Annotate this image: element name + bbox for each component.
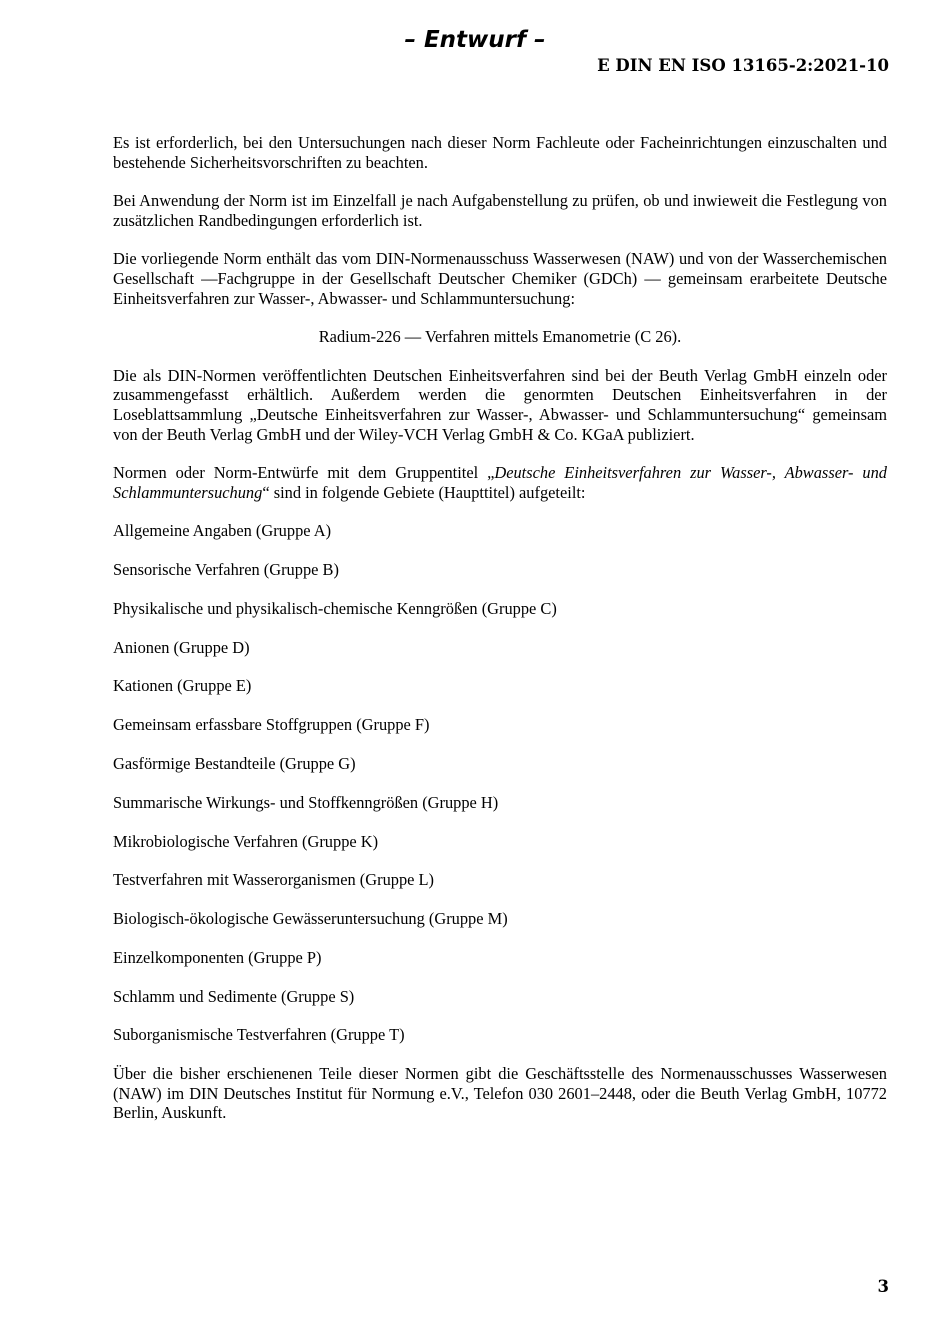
paragraph-application-note: Bei Anwendung der Norm ist im Einzelfall je nach Aufgabenstellung zu prüfen, ob und inwieweit die Festlegung von zusätzlichen Randbedingungen erforderlich ist.	[113, 191, 887, 230]
group-title-intro-start: Normen oder Norm-Entwürfe mit dem Gruppentitel „	[113, 463, 495, 483]
group-item-g: Gasförmige Bestandteile (Gruppe G)	[113, 754, 356, 773]
group-item-f: Gemeinsam erfassbare Stoffgruppen (Gruppe F)	[113, 715, 430, 735]
group-item-t: Suborganismische Testverfahren (Gruppe T)	[113, 1025, 405, 1045]
group-title-intro-end: “ sind in folgende Gebiete (Haupttitel) aufgeteilt:	[262, 482, 586, 502]
group-item-m: Biologisch-ökologische Gewässeruntersuchung (Gruppe M)	[113, 909, 508, 929]
document-body	[113, 133, 887, 1142]
page-number: 3	[877, 1277, 889, 1296]
group-item-k: Mikrobiologische Verfahren (Gruppe K)	[113, 831, 379, 851]
paragraph-group-title-intro	[113, 463, 887, 502]
draft-label: – Entwurf –	[404, 27, 546, 53]
group-item-b: Sensorische Verfahren (Gruppe B)	[113, 560, 339, 580]
document-id: E DIN EN ISO 13165-2:2021-10	[597, 56, 889, 75]
group-title-italic: Deutsche Einheitsverfahren zur Wasser-, Abwasser- und Schlammuntersuchung	[113, 463, 888, 502]
group-item-p: Einzelkomponenten (Gruppe P)	[113, 947, 322, 967]
paragraph-method-title: Radium-226 — Verfahren mittels Emanometrie (C 26).	[318, 327, 682, 347]
group-item-c: Physikalische und physikalisch-chemische Kenngrößen (Gruppe C)	[113, 598, 557, 618]
paragraph-expert-requirement: Es ist erforderlich, bei den Untersuchungen nach dieser Norm Fachleute oder Facheinrichtungen einzuschalten und bestehende Sicherheitsvorschriften zu beachten.	[113, 133, 887, 172]
group-item-s: Schlamm und Sedimente (Gruppe S)	[113, 986, 355, 1006]
group-item-h: Summarische Wirkungs- und Stoffkenngrößen (Gruppe H)	[113, 792, 499, 812]
paragraph-publication-info: Die als DIN-Normen veröffentlichten Deutschen Einheitsverfahren sind bei der Beuth Verlag GmbH einzeln oder zusammengefasst erhältlich. Außerdem werden die genormten Deutschen Einheitsverfahren in der Loseblattsammlung „Deutsche Einheitsverfahren zur Wasser-, Abwasser- und Schlammuntersuchung“ gemeinsam von der Beuth Verlag GmbH und der Wiley-VCH Verlag GmbH & Co. KGaA publiziert.	[113, 365, 887, 444]
paragraph-standard-content: Die vorliegende Norm enthält das vom DIN-Normenausschuss Wasserwesen (NAW) und von der Wasserchemischen Gesellschaft —Fachgruppe in der Gesellschaft Deutscher Chemiker (GDCh) — gemeinsam erarbeitete Deutsche Einheitsverfahren zur Wasser-, Abwasser- und Schlammuntersuchung:	[113, 249, 887, 308]
group-item-e: Kationen (Gruppe E)	[113, 676, 252, 696]
group-item-l: Testverfahren mit Wasserorganismen (Gruppe L)	[113, 870, 434, 890]
paragraph-contact-info: Über die bisher erschienenen Teile dieser Normen gibt die Geschäftsstelle des Normenausschusses Wasserwesen (NAW) im DIN Deutsches Institut für Normung e.V., Telefon 030 2601–2448, oder die Beuth Verlag GmbH, 10772 Berlin, Auskunft.	[113, 1064, 887, 1123]
group-item-d: Anionen (Gruppe D)	[113, 637, 250, 657]
group-item-a: Allgemeine Angaben (Gruppe A)	[113, 521, 332, 541]
